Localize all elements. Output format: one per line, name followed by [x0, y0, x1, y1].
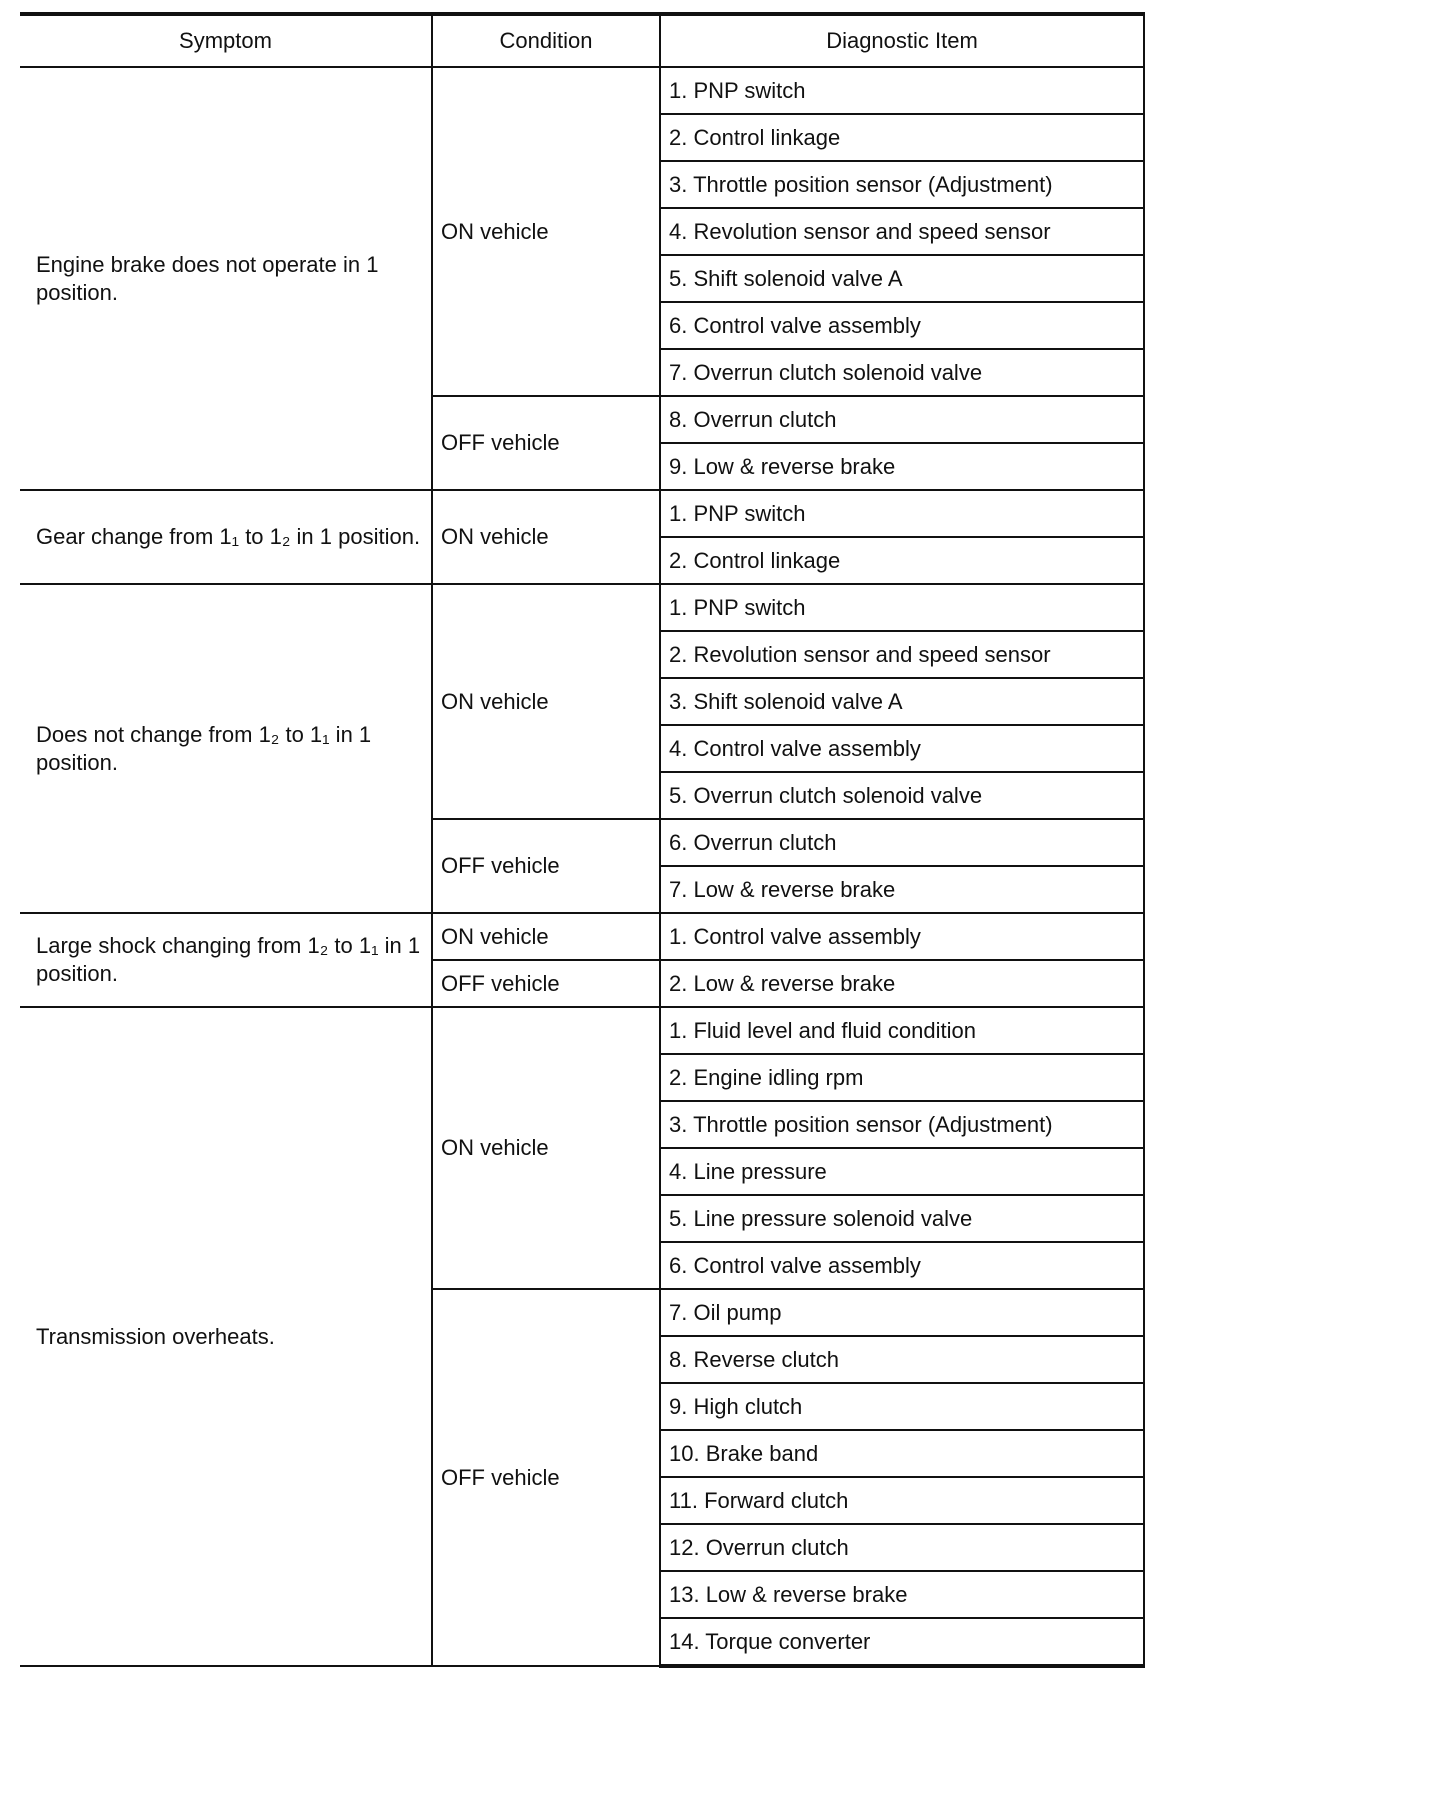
- diagnostic-item-cell: 5. Line pressure solenoid valve: [660, 1195, 1144, 1242]
- diagnostic-item-cell: 8. Reverse clutch: [660, 1336, 1144, 1383]
- diagnostic-item-cell: 6. Control valve assembly: [660, 302, 1144, 349]
- symptom-cell: Transmission overheats.: [20, 1007, 432, 1666]
- diagnostic-item-cell: 3. Throttle position sensor (Adjustment): [660, 1101, 1144, 1148]
- diagnostic-item-cell: 3. Shift solenoid valve A: [660, 678, 1144, 725]
- table-row: [20, 913, 1144, 960]
- symptom-cell: Engine brake does not operate in 1 position.: [20, 67, 432, 490]
- diagnostic-item-cell: 7. Overrun clutch solenoid valve: [660, 349, 1144, 396]
- condition-cell: OFF vehicle: [432, 1289, 660, 1666]
- diagnostic-item-cell: 6. Overrun clutch: [660, 819, 1144, 866]
- condition-cell: ON vehicle: [432, 913, 660, 960]
- condition-cell: ON vehicle: [432, 490, 660, 584]
- condition-cell: ON vehicle: [432, 584, 660, 819]
- diagnostic-item-cell: 4. Control valve assembly: [660, 725, 1144, 772]
- symptom-cell: Large shock changing from 1₂ to 1₁ in 1 position.: [20, 913, 432, 1007]
- table-body: [20, 67, 1144, 1666]
- diagnostic-item-cell: 1. Control valve assembly: [660, 913, 1144, 960]
- header-symptom: Symptom: [20, 14, 432, 67]
- diagnostic-item-cell: 7. Oil pump: [660, 1289, 1144, 1336]
- condition-cell: OFF vehicle: [432, 819, 660, 913]
- diagnostic-item-cell: 9. Low & reverse brake: [660, 443, 1144, 490]
- diagnostic-item-cell: 2. Low & reverse brake: [660, 960, 1144, 1007]
- header-row: [20, 14, 1144, 67]
- diagnostic-table-sheet: [20, 12, 1144, 1668]
- diagnostic-item-cell: 3. Throttle position sensor (Adjustment): [660, 161, 1144, 208]
- diagnostic-item-cell: 4. Revolution sensor and speed sensor: [660, 208, 1144, 255]
- diagnostic-item-cell: 12. Overrun clutch: [660, 1524, 1144, 1571]
- table-row: [20, 584, 1144, 631]
- header-condition: Condition: [432, 14, 660, 67]
- condition-cell: ON vehicle: [432, 67, 660, 396]
- diagnostic-item-cell: 2. Control linkage: [660, 537, 1144, 584]
- symptom-cell: Does not change from 1₂ to 1₁ in 1 position.: [20, 584, 432, 913]
- table-row: [20, 67, 1144, 114]
- diagnostic-item-cell: 9. High clutch: [660, 1383, 1144, 1430]
- diagnostic-item-cell: 13. Low & reverse brake: [660, 1571, 1144, 1618]
- condition-cell: OFF vehicle: [432, 396, 660, 490]
- table-row: [20, 1007, 1144, 1054]
- diagnostic-table: [20, 12, 1145, 1668]
- diagnostic-item-cell: 1. PNP switch: [660, 584, 1144, 631]
- condition-cell: ON vehicle: [432, 1007, 660, 1289]
- diagnostic-item-cell: 5. Shift solenoid valve A: [660, 255, 1144, 302]
- diagnostic-item-cell: 6. Control valve assembly: [660, 1242, 1144, 1289]
- diagnostic-item-cell: 7. Low & reverse brake: [660, 866, 1144, 913]
- diagnostic-item-cell: 4. Line pressure: [660, 1148, 1144, 1195]
- diagnostic-item-cell: 14. Torque converter: [660, 1618, 1144, 1666]
- diagnostic-item-cell: 1. Fluid level and fluid condition: [660, 1007, 1144, 1054]
- diagnostic-item-cell: 11. Forward clutch: [660, 1477, 1144, 1524]
- diagnostic-item-cell: 2. Engine idling rpm: [660, 1054, 1144, 1101]
- header-diagnostic-item: Diagnostic Item: [660, 14, 1144, 67]
- diagnostic-item-cell: 1. PNP switch: [660, 490, 1144, 537]
- table-row: [20, 490, 1144, 537]
- diagnostic-item-cell: 2. Control linkage: [660, 114, 1144, 161]
- condition-cell: OFF vehicle: [432, 960, 660, 1007]
- diagnostic-item-cell: 1. PNP switch: [660, 67, 1144, 114]
- diagnostic-item-cell: 10. Brake band: [660, 1430, 1144, 1477]
- diagnostic-item-cell: 5. Overrun clutch solenoid valve: [660, 772, 1144, 819]
- symptom-cell: Gear change from 1₁ to 1₂ in 1 position.: [20, 490, 432, 584]
- diagnostic-item-cell: 8. Overrun clutch: [660, 396, 1144, 443]
- diagnostic-item-cell: 2. Revolution sensor and speed sensor: [660, 631, 1144, 678]
